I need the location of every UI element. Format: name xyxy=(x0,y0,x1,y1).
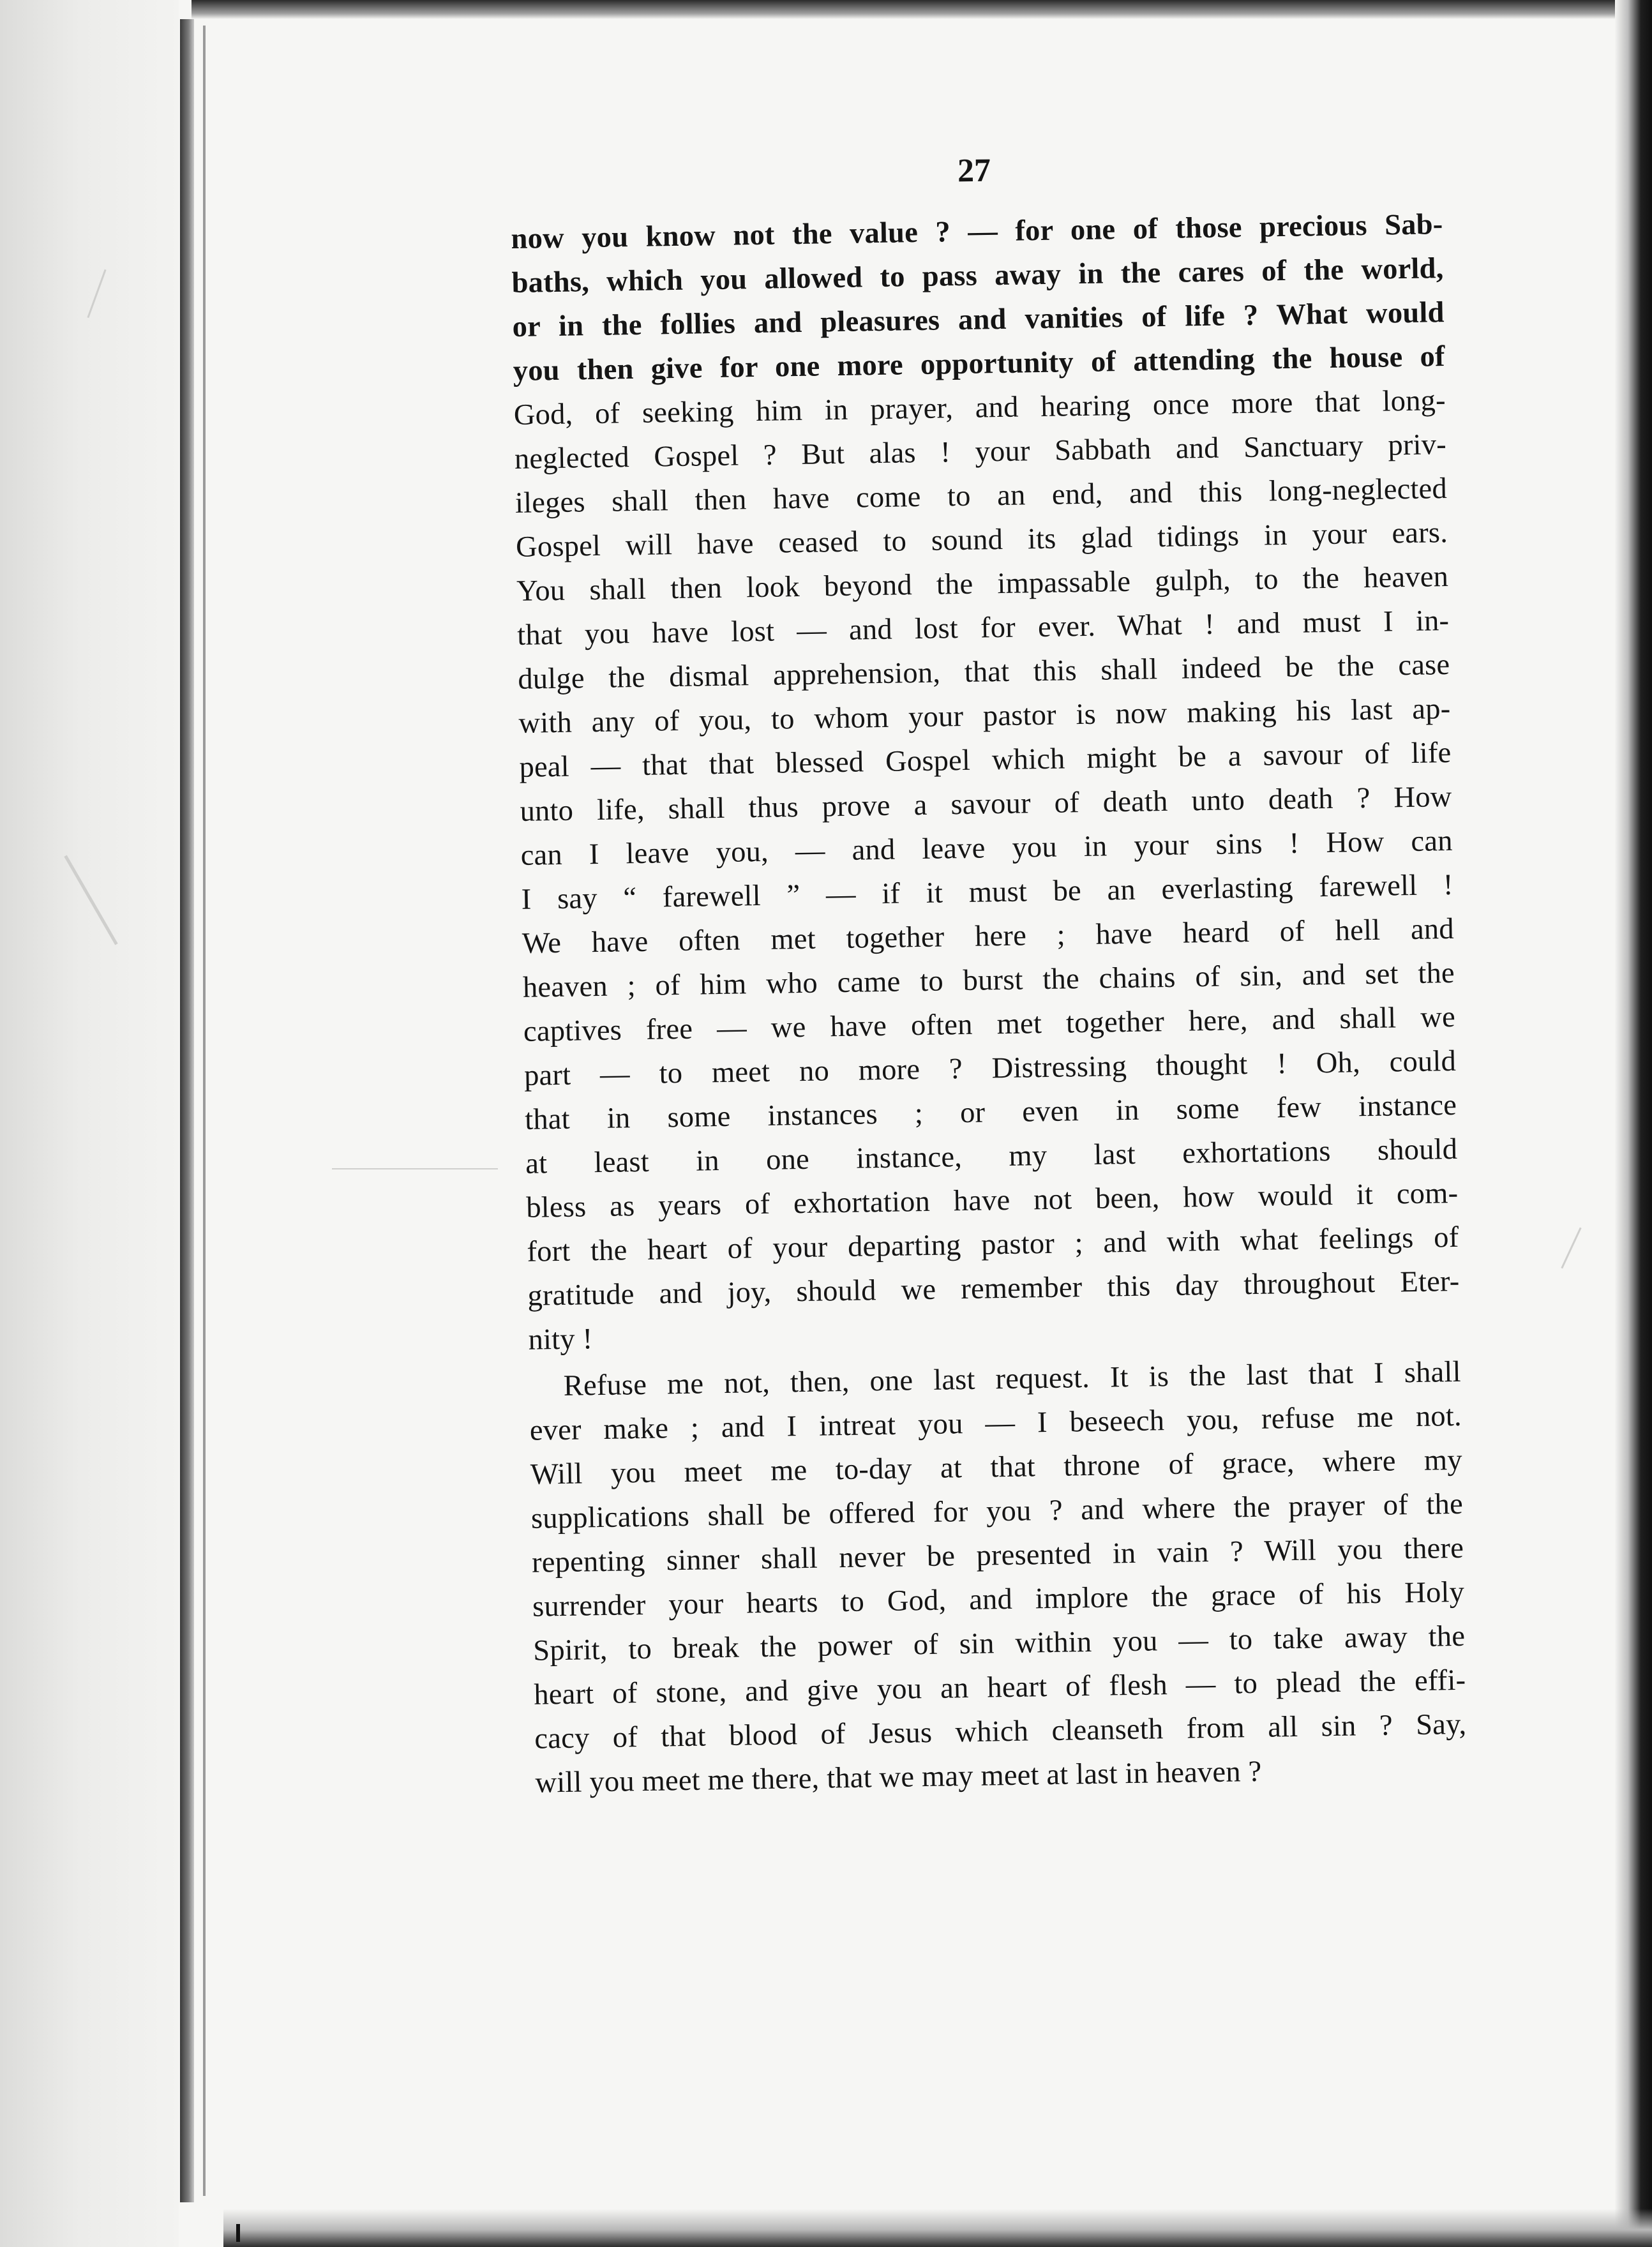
text-line: can I leave you, — and leave you in your sins ! How can xyxy=(520,824,1453,872)
text-line: now you know not the value ? — for one of those precious Sab- xyxy=(511,208,1443,255)
text-line: God, of seeking him in prayer, and hearing once more that long- xyxy=(513,384,1446,432)
text-line: I say “ farewell ” — if it must be an everlasting farewell ! xyxy=(521,868,1454,916)
text-line: You shall then look beyond the impassable gulph, to the heaven xyxy=(516,560,1449,608)
text-line: will you meet me there, that we may meet at last in heaven ? xyxy=(535,1755,1262,1800)
text-line: Spirit, to break the power of sin within you — to take away the xyxy=(532,1619,1466,1667)
text-line: Will you meet me to-day at that throne of grace, where my xyxy=(530,1443,1463,1491)
text-line: ileges shall then have come to an end, and this long-neglected xyxy=(514,472,1448,520)
text-line: repenting sinner shall never be presented in vain ? Will you there xyxy=(531,1531,1464,1579)
text-line: dulge the dismal apprehension, that this shall indeed be the case xyxy=(517,648,1450,696)
text-line: We have often met together here ; have heard of hell and xyxy=(522,912,1455,960)
text-line: or in the follies and pleasures and vanities of life ? What would xyxy=(512,296,1445,343)
text-line: baths, which you allowed to pass away in the cares of the world, xyxy=(511,252,1444,299)
binding-shadow xyxy=(0,0,179,2247)
text-line: that in some instances ; or even in some few instance xyxy=(524,1088,1457,1136)
text-line: unto life, shall thus prove a savour of death unto death ? How xyxy=(520,780,1452,828)
binding-edge xyxy=(180,19,194,2202)
paper-blemish xyxy=(1561,1228,1581,1269)
text-line: fort the heart of your departing pastor ; and with what feelings of xyxy=(527,1221,1459,1268)
text-line: you then give for one more opportunity of attending the house of xyxy=(513,340,1446,387)
text-line: surrender your hearts to God, and implore the grace of his Holy xyxy=(532,1575,1465,1623)
text-line: Refuse me not, then, one last request. It is the last that I shall xyxy=(563,1355,1462,1402)
page-top-edge xyxy=(191,0,1652,19)
text-line: gratitude and joy, should we remember this day throughout Eter- xyxy=(527,1265,1460,1312)
page-right-edge xyxy=(1615,0,1652,2247)
text-line: heart of stone, and give you an heart of flesh — to plead the effi- xyxy=(533,1664,1466,1711)
text-line: cacy of that blood of Jesus which cleanseth from all sin ? Say, xyxy=(534,1708,1467,1755)
text-line: at least in one instance, my last exhortations should xyxy=(525,1132,1458,1180)
text-line: heaven ; of him who came to burst the chains of sin, and set the xyxy=(522,956,1455,1004)
paragraph xyxy=(529,1350,1468,1805)
text-line: peal — that that blessed Gospel which might be a savour of life xyxy=(519,736,1452,784)
page-number: 27 xyxy=(957,152,991,190)
corner-mark xyxy=(236,2224,240,2242)
paper-blemish xyxy=(332,1168,498,1169)
text-line: captives free — we have often met together here, and shall we xyxy=(523,1000,1456,1048)
text-line: neglected Gospel ? But alas ! your Sabbath and Sanctuary priv- xyxy=(514,428,1447,476)
text-line: part — to meet no more ? Distressing thought ! Oh, could xyxy=(523,1044,1457,1092)
text-line: that you have lost — and lost for ever. What ! and must I in- xyxy=(516,604,1450,652)
text-line: ever make ; and I intreat you — I beseech you, refuse me not. xyxy=(529,1399,1462,1447)
body-text xyxy=(511,202,1468,1805)
text-line: with any of you, to whom your pastor is now making his last ap- xyxy=(518,692,1451,740)
page-bottom-edge xyxy=(223,2209,1652,2247)
binding-edge-inner xyxy=(203,26,206,2196)
text-line: supplications shall be offered for you ? and where the prayer of the xyxy=(530,1487,1464,1535)
paragraph xyxy=(511,202,1461,1362)
text-line: bless as years of exhortation have not been, how would it com- xyxy=(525,1176,1459,1224)
text-line: Gospel will have ceased to sound its glad tidings in your ears. xyxy=(515,516,1448,564)
text-line: nity ! xyxy=(528,1323,593,1356)
